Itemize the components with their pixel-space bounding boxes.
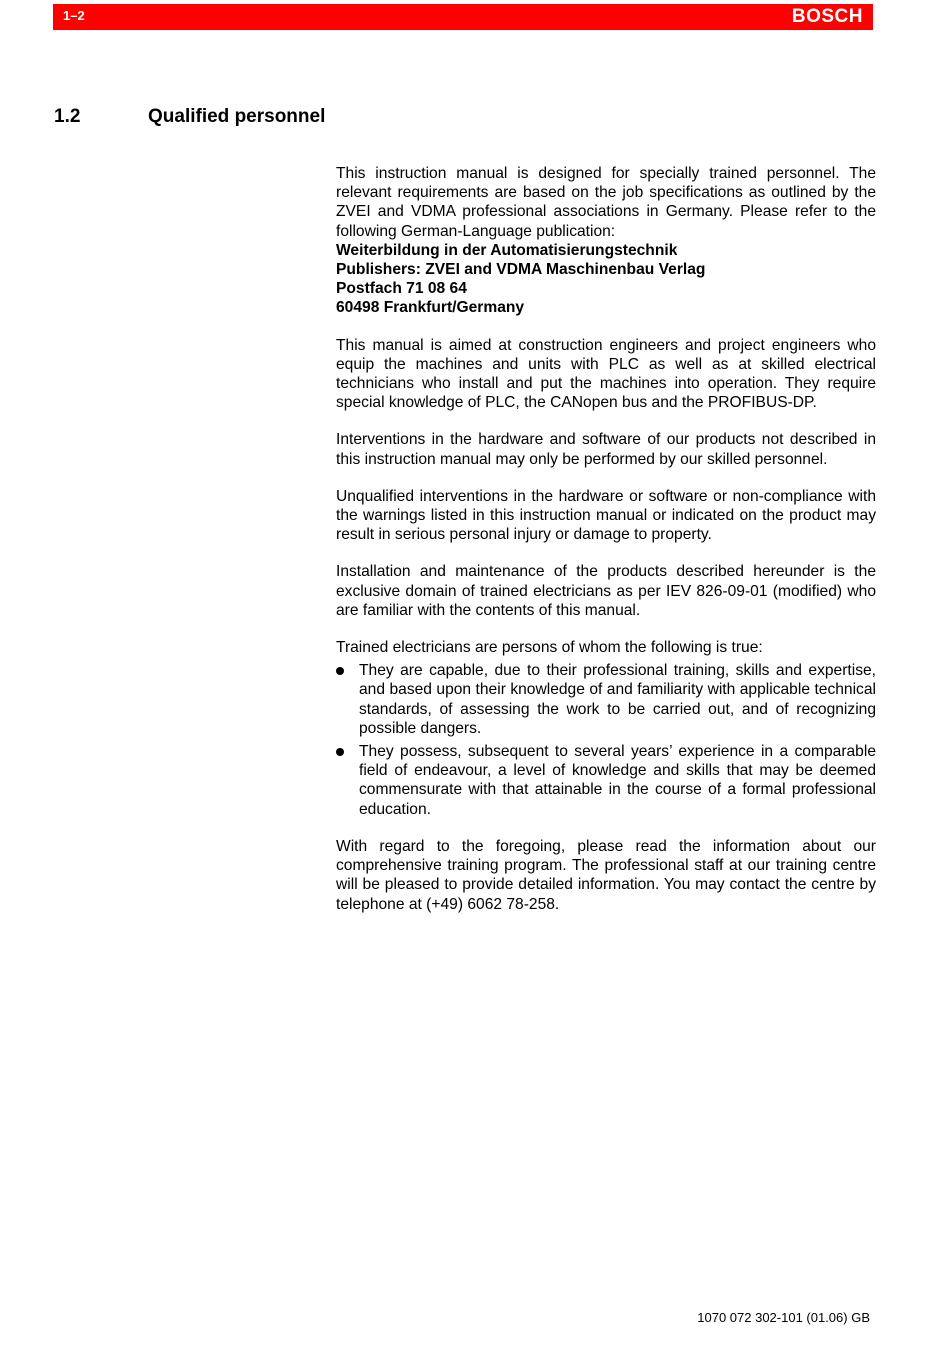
section-title: Qualified personnel: [148, 106, 326, 127]
qualification-list: [336, 661, 876, 819]
document-id: 1070 072 302-101 (01.06) GB: [697, 1310, 870, 1325]
paragraph-intro: [336, 164, 876, 318]
bullet-icon: [336, 748, 344, 756]
publication-title: Weiterbildung in der Automatisierungstechnik: [336, 241, 678, 259]
body-text: [336, 164, 876, 932]
publication-city: 60498 Frankfurt/Germany: [336, 299, 525, 317]
paragraph-interventions: Interventions in the hardware and software of our products not described in this instruction manual may only be performed by our skilled personnel.: [336, 431, 876, 468]
page-number: 1–2: [63, 8, 85, 23]
list-item: [336, 742, 876, 819]
publication-postbox: Postfach 71 08 64: [336, 280, 467, 298]
paragraph-electricians: Trained electricians are persons of whom the following is true:: [336, 639, 763, 657]
header-bar: [53, 4, 873, 30]
section-heading: [54, 106, 325, 128]
publication-publishers: Publishers: ZVEI and VDMA Maschinenbau Verlag: [336, 261, 706, 279]
list-item-text: They possess, subsequent to several years’ experience in a comparable field of endeavour, a level of knowledge and skills that may be deemed commensurate with that attainable in the course of a formal professional education.: [359, 743, 876, 818]
bosch-logo: BOSCH: [791, 6, 863, 27]
list-item: [336, 661, 876, 738]
paragraph-text: This instruction manual is designed for specially trained personnel. The relevant requirements are based on the job specifications as outlined by the ZVEI and VDMA professional associations in Germany. Please refer to the following German-Language publication:: [336, 165, 876, 240]
bullet-icon: [336, 667, 344, 675]
section-number: 1.2: [54, 106, 81, 127]
paragraph-training: With regard to the foregoing, please read the information about our comprehensive training program. The professional staff at our training centre will be pleased to provide detailed information. You may contact the centre by telephone at (+49) 6062 78-258.: [336, 837, 876, 913]
paragraph-installation: Installation and maintenance of the products described hereunder is the exclusive domain of trained electricians as per IEV 826-09-01 (modified) who are familiar with the contents of this manual.: [336, 563, 876, 619]
paragraph-audience: This manual is aimed at construction engineers and project engineers who equip the machines and units with PLC as well as at skilled electrical technicians who install and put the machines into operation. They require special knowledge of PLC, the CANopen bus and the PROFIBUS-DP.: [336, 336, 876, 412]
list-item-text: They are capable, due to their professional training, skills and expertise, and based upon their knowledge of and familiarity with applicable technical standards, of assessing the work to be carried out, and of recognizing possible dangers.: [359, 662, 876, 737]
paragraph-warnings: Unqualified interventions in the hardware or software or non-compliance with the warnings listed in this instruction manual or indicated on the product may result in serious personal injury or damage to property.: [336, 487, 876, 544]
